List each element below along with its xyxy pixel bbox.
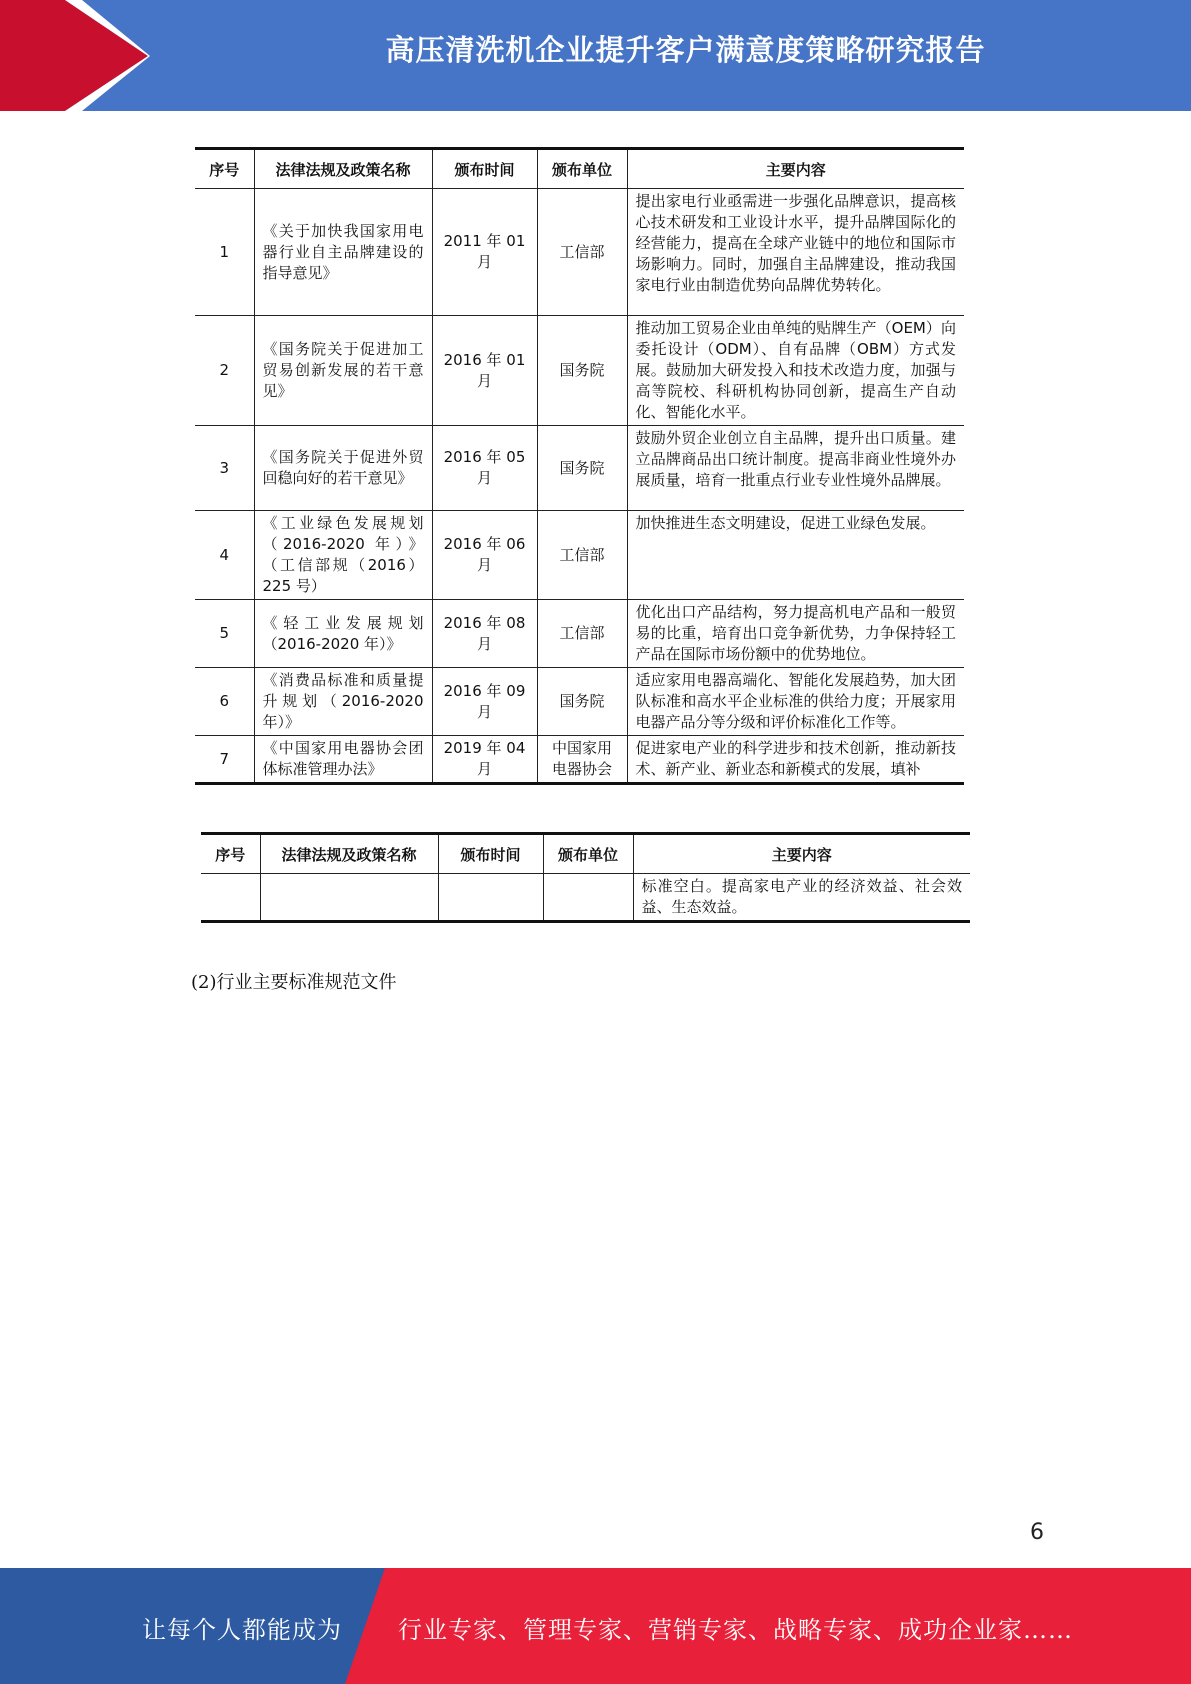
table-row	[195, 426, 964, 511]
cell-content: 提出家电行业亟需进一步强化品牌意识，提高核心技术研发和工业设计水平，提升品牌国际化的经营能力，提高在全球产业链中的地位和国际市场影响力。同时，加强自主品牌建设，推动我国家电行业由制造优势向品牌优势转化。	[627, 189, 964, 316]
header-date: 颁布时间	[438, 834, 543, 874]
cell-unit: 工信部	[537, 511, 627, 600]
cell-no: 3	[195, 426, 254, 511]
cell-no: 2	[195, 316, 254, 426]
table-row	[195, 668, 964, 736]
cell-unit: 中国家用电器协会	[537, 736, 627, 784]
cell-no: 6	[195, 668, 254, 736]
header-name: 法律法规及政策名称	[254, 149, 432, 189]
cell-date: 2016 年 06 月	[432, 511, 537, 600]
footer-banner	[0, 1568, 1191, 1684]
cell-date: 2016 年 08 月	[432, 600, 537, 668]
cell-content: 促进家电产业的科学进步和技术创新，推动新技术、新产业、新业态和新模式的发展，填补	[627, 736, 964, 784]
cell-name: 《消费品标准和质量提升规划（2016-2020 年）》	[254, 668, 432, 736]
section-heading: (2)行业主要标准规范文件	[191, 972, 397, 993]
cell-unit: 国务院	[537, 316, 627, 426]
cell-unit	[543, 874, 633, 922]
header-unit: 颁布单位	[537, 149, 627, 189]
cell-date	[438, 874, 543, 922]
cell-date: 2016 年 09 月	[432, 668, 537, 736]
cell-name	[260, 874, 438, 922]
cell-name: 《国务院关于促进加工贸易创新发展的若干意见》	[254, 316, 432, 426]
report-title: 高压清洗机企业提升客户满意度策略研究报告	[385, 33, 986, 67]
table-row	[195, 511, 964, 600]
cell-no: 7	[195, 736, 254, 784]
cell-no: 5	[195, 600, 254, 668]
cell-content: 鼓励外贸企业创立自主品牌，提升出口质量。建立品牌商品出口统计制度。提高非商业性境外办展质量，培育一批重点行业专业性境外品牌展。	[627, 426, 964, 511]
table-row	[195, 600, 964, 668]
cell-name: 《中国家用电器协会团体标准管理办法》	[254, 736, 432, 784]
footer-slogan-right: 行业专家、管理专家、营销专家、战略专家、成功企业家……	[398, 1616, 1073, 1644]
cell-no	[201, 874, 260, 922]
cell-content: 优化出口产品结构，努力提高机电产品和一般贸易的比重，培育出口竞争新优势，力争保持轻工产品在国际市场份额中的优势地位。	[627, 600, 964, 668]
header-no: 序号	[201, 834, 260, 874]
cell-content: 推动加工贸易企业由单纯的贴牌生产（OEM）向委托设计（ODM）、自有品牌（OBM）方式发展。鼓励加大研发投入和技术改造力度，加强与高等院校、科研机构协同创新，提高生产自动化、智能化水平。	[627, 316, 964, 426]
cell-content: 加快推进生态文明建设，促进工业绿色发展。	[627, 511, 964, 600]
cell-date: 2016 年 01 月	[432, 316, 537, 426]
header-banner	[0, 0, 1191, 111]
cell-content: 适应家用电器高端化、智能化发展趋势，加大团队标准和高水平企业标准的供给力度；开展家用电器产品分等分级和评价标准化工作等。	[627, 668, 964, 736]
cell-name: 《轻工业发展规划（2016-2020 年）》	[254, 600, 432, 668]
table-row	[195, 189, 964, 316]
table-header-row	[201, 834, 970, 874]
cell-unit: 工信部	[537, 600, 627, 668]
cell-date: 2019 年 04 月	[432, 736, 537, 784]
header-unit: 颁布单位	[543, 834, 633, 874]
policy-table	[195, 147, 964, 785]
header-date: 颁布时间	[432, 149, 537, 189]
table-header-row	[195, 149, 964, 189]
cell-content: 标准空白。提高家电产业的经济效益、社会效益、生态效益。	[633, 874, 970, 922]
cell-name: 《国务院关于促进外贸回稳向好的若干意见》	[254, 426, 432, 511]
header-content: 主要内容	[633, 834, 970, 874]
cell-unit: 国务院	[537, 668, 627, 736]
table-row	[201, 874, 970, 922]
header-content: 主要内容	[627, 149, 964, 189]
page-number: 6	[1030, 1520, 1044, 1545]
header-name: 法律法规及政策名称	[260, 834, 438, 874]
header-no: 序号	[195, 149, 254, 189]
footer-slogan-left: 让每个人都能成为	[142, 1616, 342, 1644]
header-arrow-decoration	[0, 0, 200, 111]
cell-no: 4	[195, 511, 254, 600]
table-row	[195, 736, 964, 784]
cell-no: 1	[195, 189, 254, 316]
cell-date: 2016 年 05 月	[432, 426, 537, 511]
cell-unit: 工信部	[537, 189, 627, 316]
cell-unit: 国务院	[537, 426, 627, 511]
cell-name: 《工业绿色发展规划（2016-2020 年）》（工信部规（2016）225 号）	[254, 511, 432, 600]
table-row	[195, 316, 964, 426]
cell-name: 《关于加快我国家用电器行业自主品牌建设的指导意见》	[254, 189, 432, 316]
policy-table-continued	[201, 832, 970, 923]
cell-date: 2011 年 01 月	[432, 189, 537, 316]
